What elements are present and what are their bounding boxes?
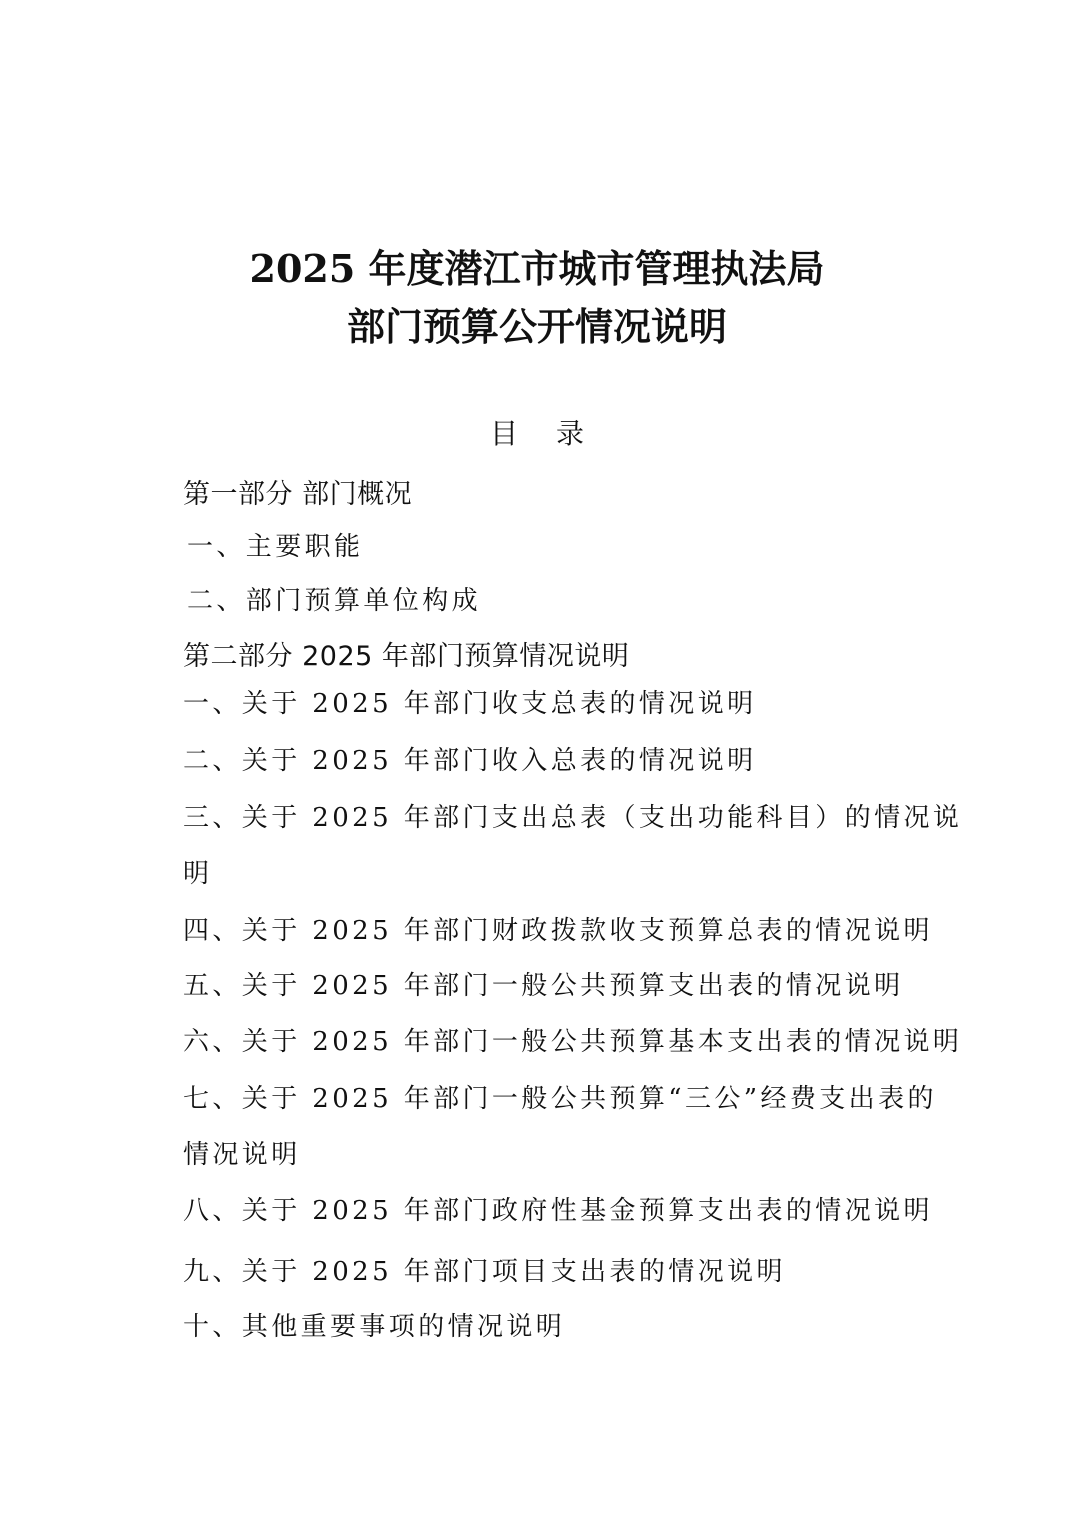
toc-item-continuation[interactable]: 明 bbox=[183, 859, 213, 889]
toc-part-2[interactable]: 第二部分 2025 年部门预算情况说明 bbox=[183, 641, 630, 672]
toc-item[interactable]: 一、关于 2025 年部门收支总表的情况说明 bbox=[183, 689, 757, 719]
document-title bbox=[0, 240, 1074, 356]
toc-heading: 目录 bbox=[489, 417, 622, 450]
toc-item[interactable]: 二、关于 2025 年部门收入总表的情况说明 bbox=[183, 746, 757, 776]
toc-item[interactable]: 九、关于 2025 年部门项目支出表的情况说明 bbox=[183, 1257, 786, 1287]
toc-item[interactable]: 五、关于 2025 年部门一般公共预算支出表的情况说明 bbox=[183, 971, 904, 1001]
title-line-1: 2025 年度潜江市城市管理执法局 bbox=[249, 246, 825, 291]
toc-item[interactable]: 八、关于 2025 年部门政府性基金预算支出表的情况说明 bbox=[183, 1196, 933, 1226]
title-line-2: 部门预算公开情况说明 bbox=[346, 304, 727, 349]
toc-item[interactable]: 六、关于 2025 年部门一般公共预算基本支出表的情况说明 bbox=[183, 1027, 963, 1057]
toc-item[interactable]: 二、部门预算单位构成 bbox=[187, 586, 482, 616]
toc-item[interactable]: 四、关于 2025 年部门财政拨款收支预算总表的情况说明 bbox=[183, 916, 933, 946]
toc-item[interactable]: 一、主要职能 bbox=[187, 532, 364, 562]
toc-item[interactable]: 三、关于 2025 年部门支出总表（支出功能科目）的情况说 bbox=[183, 803, 963, 833]
toc-part-1[interactable]: 第一部分 部门概况 bbox=[183, 479, 413, 510]
toc-item[interactable]: 十、其他重要事项的情况说明 bbox=[183, 1312, 566, 1342]
toc-item[interactable]: 七、关于 2025 年部门一般公共预算“三公”经费支出表的 bbox=[183, 1084, 937, 1114]
toc-item-continuation[interactable]: 情况说明 bbox=[183, 1140, 301, 1170]
